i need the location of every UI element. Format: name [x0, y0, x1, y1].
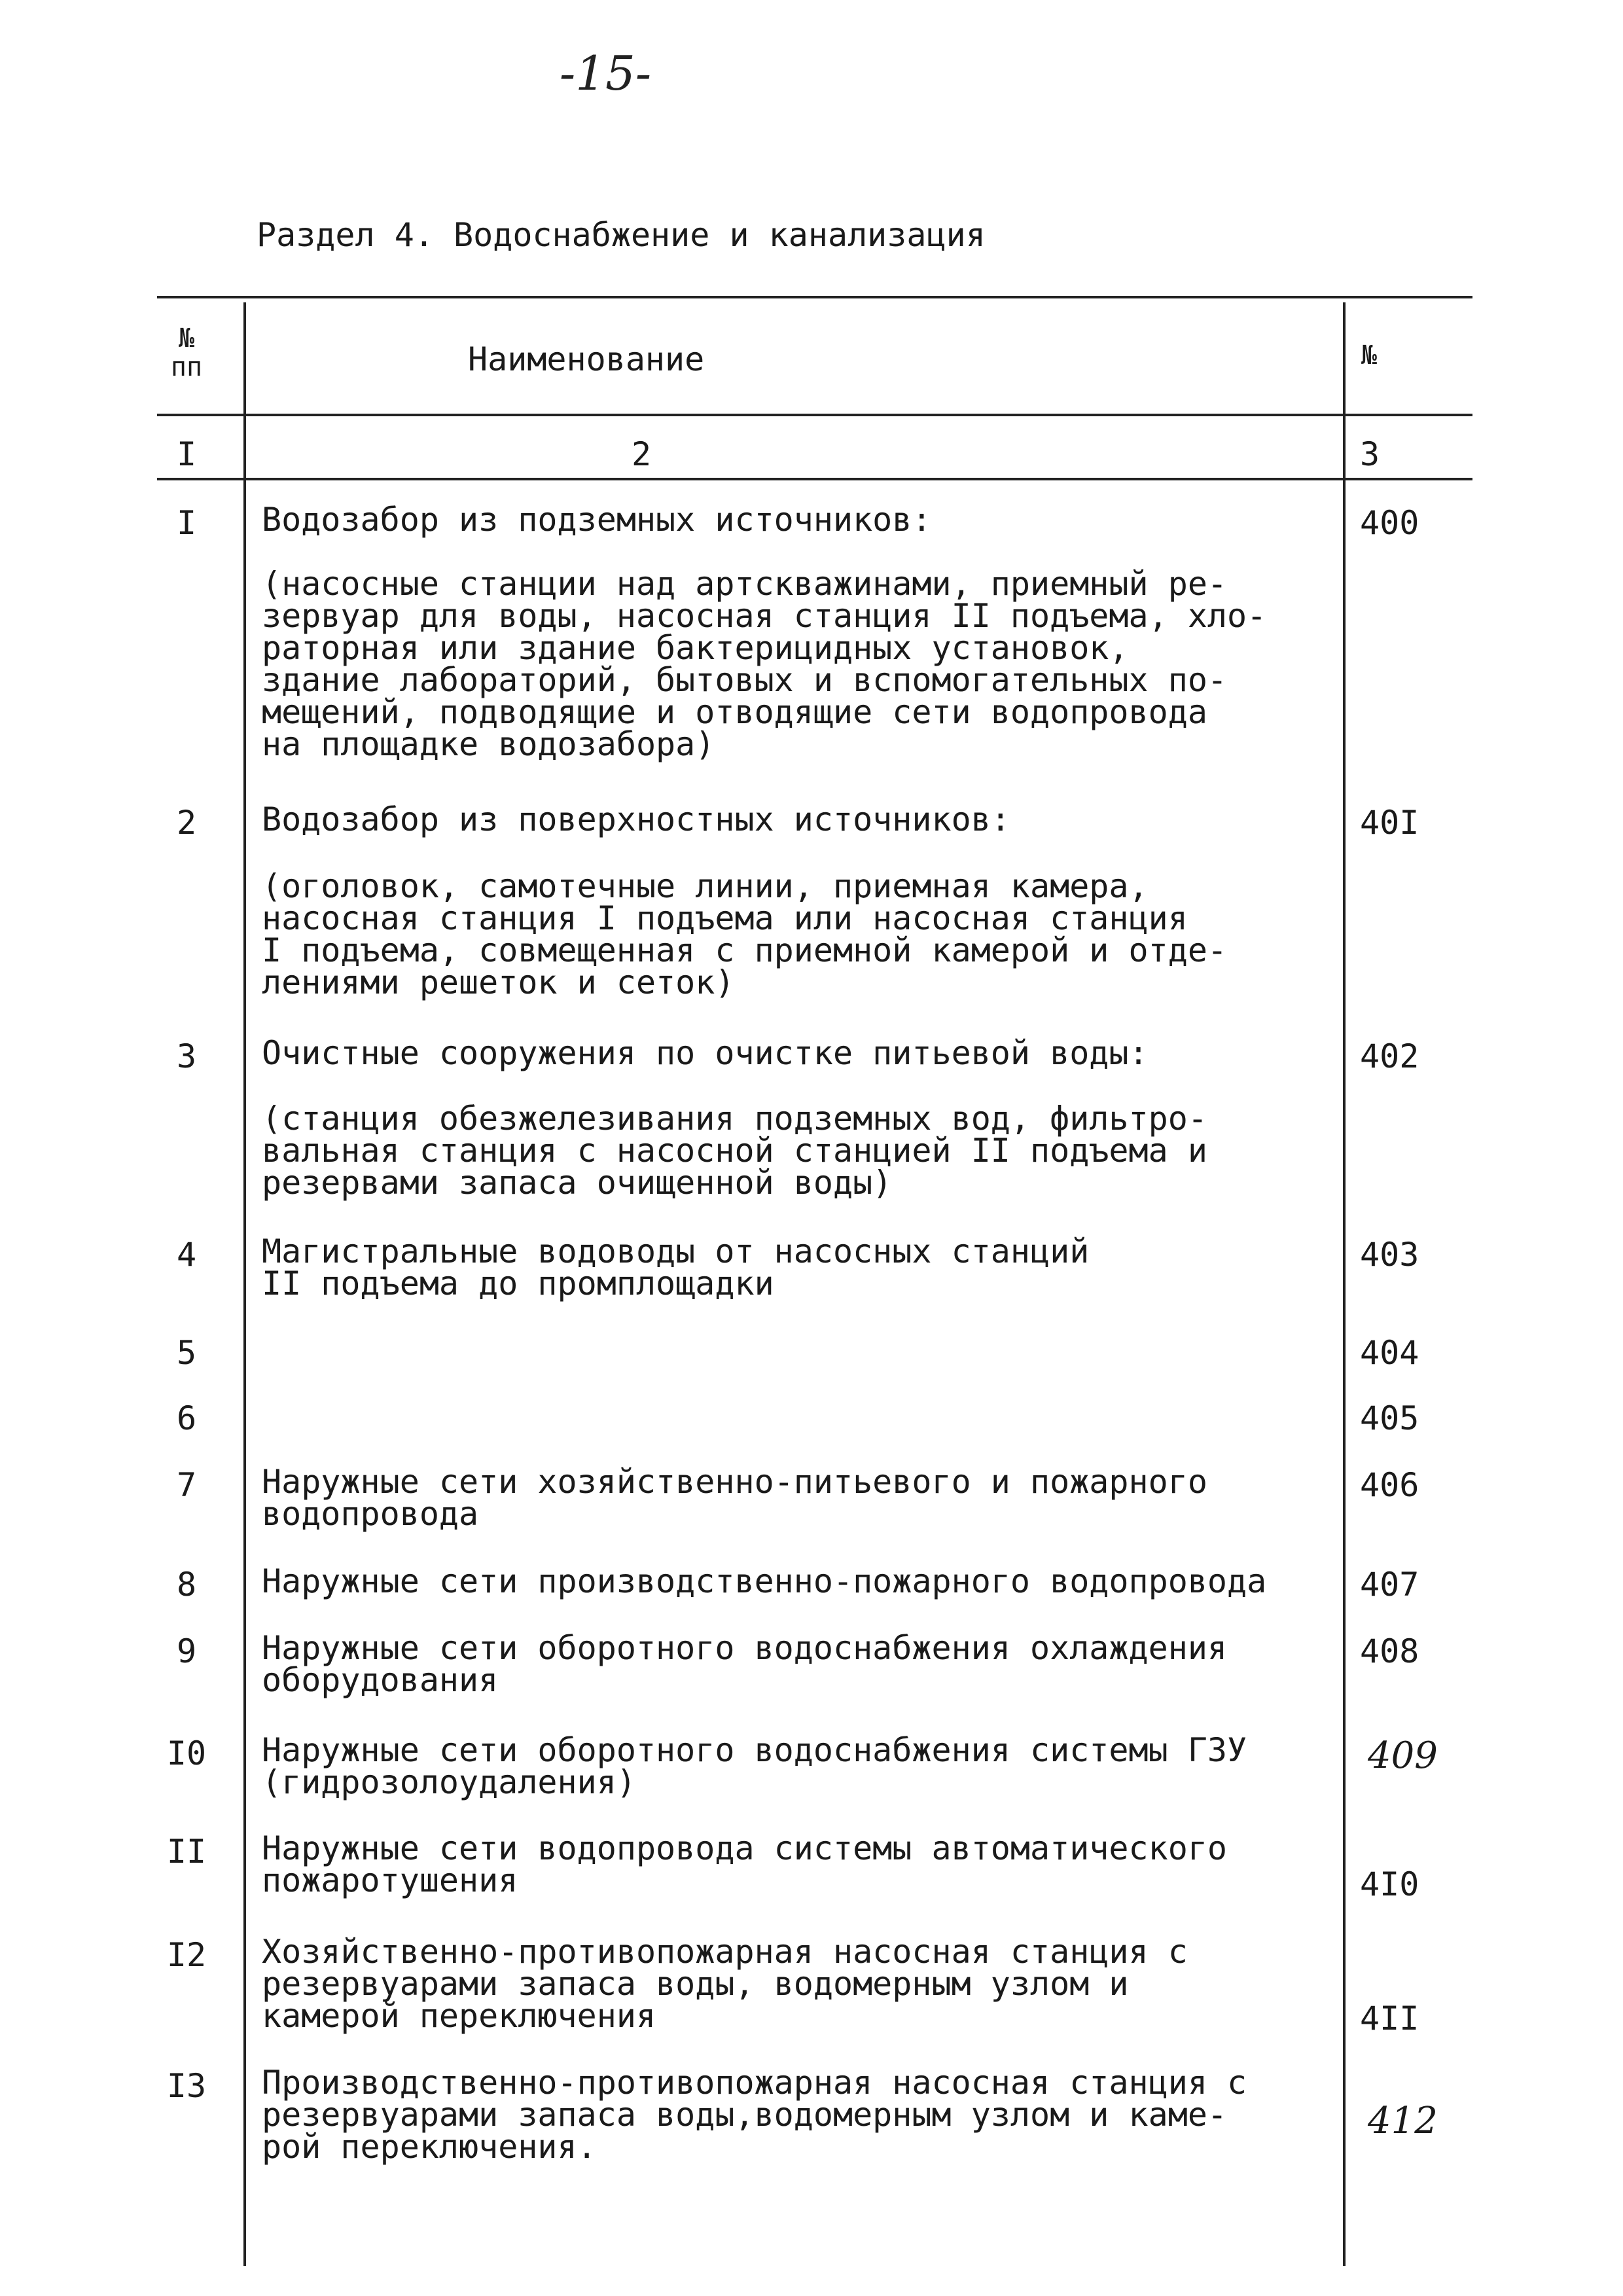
row-code: 406 — [1360, 1466, 1419, 1504]
row-code: 407 — [1360, 1566, 1419, 1604]
row-code-handwritten: 409 — [1368, 1734, 1438, 1777]
table-top-rule — [157, 296, 1472, 298]
section-title: Раздел 4. Водоснабжение и канализация — [257, 216, 986, 254]
row-title: Наружные сети производственно-пожарного водопровода — [262, 1562, 1267, 1600]
row-num: 5 — [176, 1334, 197, 1372]
row-title: Магистральные водоводы от насосных станций II подъема до промплощадки — [262, 1232, 1090, 1302]
row-title: Наружные сети оборотного водоснабжения охлаждения оборудования — [262, 1629, 1228, 1699]
column-number-1: I — [176, 435, 197, 473]
row-code: 408 — [1360, 1632, 1419, 1670]
row-code-handwritten: 412 — [1368, 2100, 1438, 2142]
header-bottom-rule — [157, 414, 1472, 416]
row-num: II — [166, 1833, 207, 1871]
row-code: 400 — [1360, 504, 1419, 542]
row-code: 403 — [1360, 1236, 1419, 1274]
row-num: 4 — [176, 1236, 197, 1274]
row-code: 4I0 — [1360, 1865, 1419, 1903]
header-num: № пп — [170, 323, 203, 382]
row-num: I3 — [166, 2067, 207, 2105]
row-num: 9 — [176, 1632, 197, 1670]
row-title: Наружные сети оборотного водоснабжения системы ГЗУ (гидрозолоудаления) — [262, 1731, 1247, 1801]
row-title: Водозабор из поверхностных источников: — [262, 800, 1010, 838]
row-num: I0 — [166, 1734, 207, 1772]
row-num: I2 — [166, 1936, 207, 1974]
header-name: Наименование — [468, 340, 705, 378]
row-num: 7 — [176, 1466, 197, 1504]
row-title: Производственно-противопожарная насосная станция с резервуарами запаса воды,водомерным узлом и каме- рой переключения. — [262, 2064, 1247, 2166]
row-title: Водозабор из подземных источников: — [262, 501, 932, 539]
row-code: 405 — [1360, 1399, 1419, 1437]
row-detail: (оголовок, самотечные линии, приемная камера, насосная станция I подъема или насосная станция I подъема, совмещенная с приемной камерой и отде- лениями решеток и сеток) — [262, 867, 1228, 1001]
row-num: 6 — [176, 1399, 197, 1437]
row-num: I — [176, 504, 197, 542]
row-code: 402 — [1360, 1037, 1419, 1075]
row-code: 4II — [1360, 2000, 1419, 2037]
row-num: 8 — [176, 1566, 197, 1604]
column-number-2: 2 — [632, 435, 652, 473]
row-title: Наружные сети водопровода системы автоматического пожаротушения — [262, 1829, 1228, 1899]
row-detail: (насосные станции над артскважинами, приемный ре- зервуар для воды, насосная станция II подъема, хло- раторная или здание бактерицидных установок, здание лабораторий, бытовых и вспомогательных по- мещений, подводящие и отводящие сети водопровода на площадке водозабора) — [262, 565, 1267, 763]
row-code: 40I — [1360, 804, 1419, 842]
column-numbers-rule — [157, 478, 1472, 480]
header-code: № — [1361, 340, 1378, 370]
row-title: Хозяйственно-противопожарная насосная станция с резервуарами запаса воды, водомерным узлом и камерой переключения — [262, 1933, 1188, 2035]
row-title: Наружные сети хозяйственно-питьевого и пожарного водопровода — [262, 1463, 1207, 1533]
row-title: Очистные сооружения по очистке питьевой воды: — [262, 1034, 1149, 1072]
code-column-divider — [1343, 302, 1346, 2266]
row-num: 2 — [176, 804, 197, 842]
page-number: -15- — [559, 46, 652, 101]
row-detail: (станция обезжелезивания подземных вод, фильтро- вальная станция с насосной станцией II подъема и резервами запаса очищенной воды) — [262, 1100, 1207, 1202]
row-code: 404 — [1360, 1334, 1419, 1372]
column-number-3: 3 — [1360, 435, 1380, 473]
row-num: 3 — [176, 1037, 197, 1075]
